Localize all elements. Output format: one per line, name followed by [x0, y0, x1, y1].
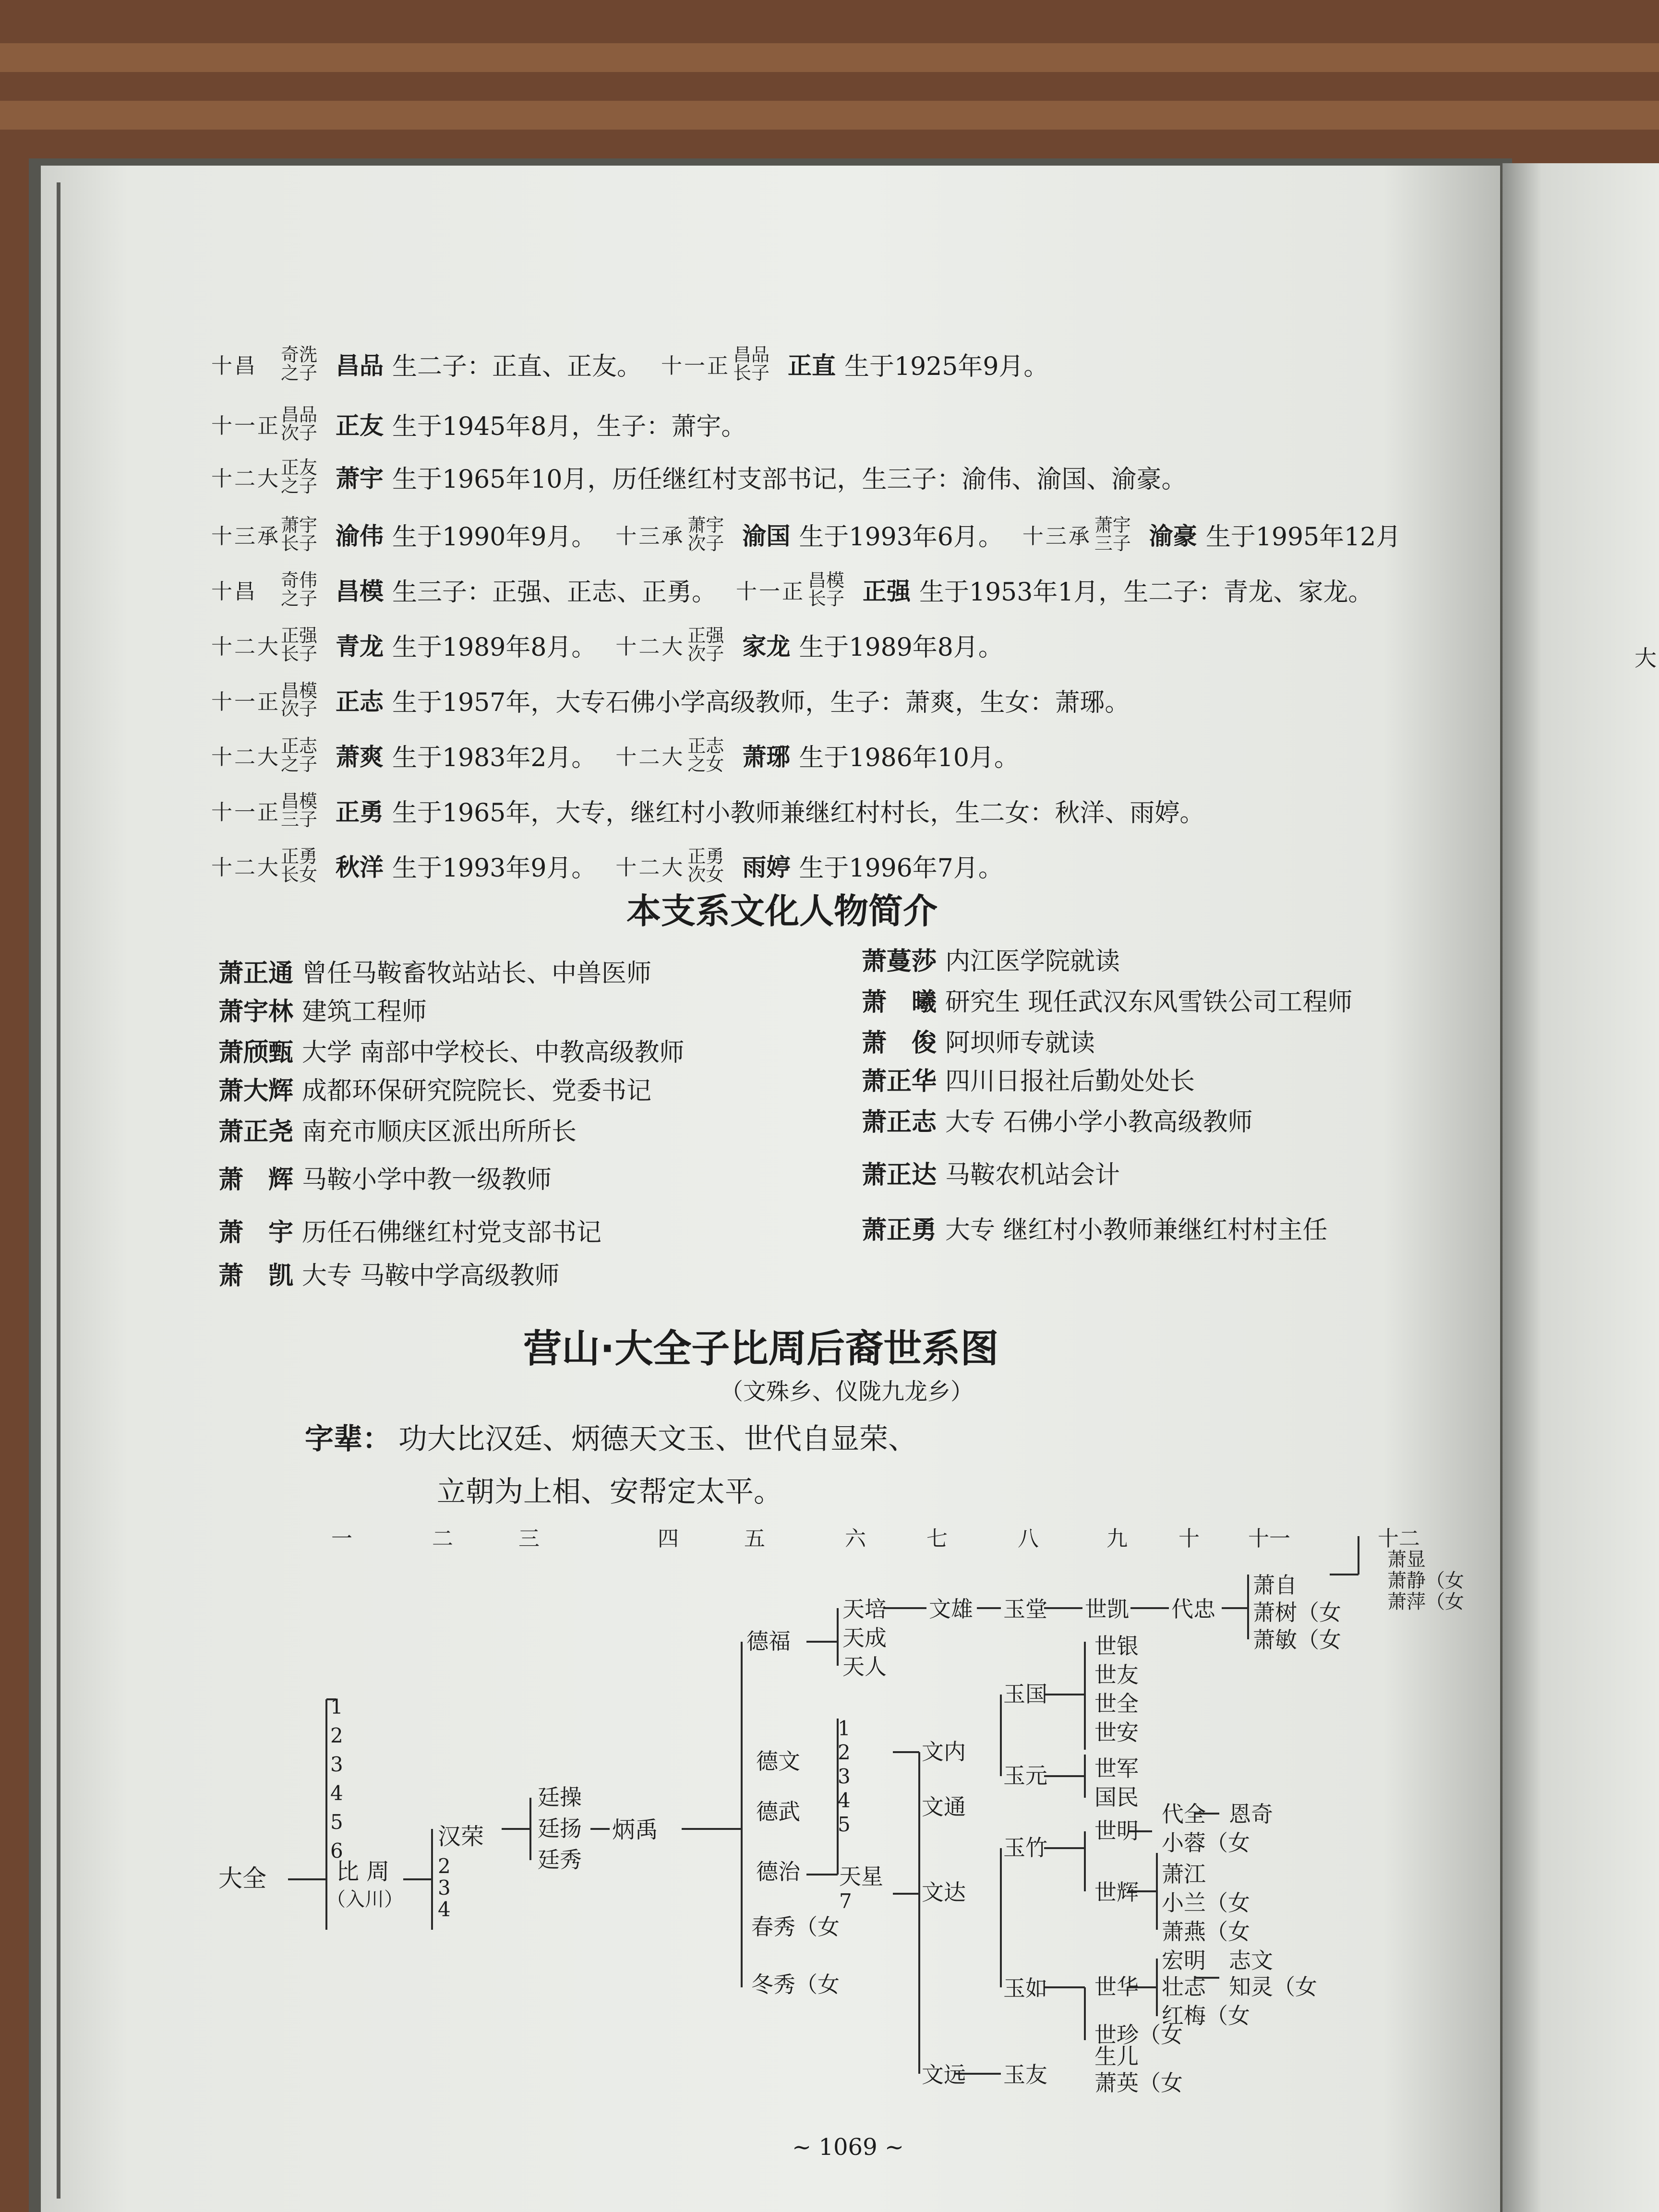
relation-char: 奇洗 — [281, 344, 318, 365]
relation-char: 长女 — [281, 864, 318, 885]
generation-tag: 十三承 — [211, 524, 280, 549]
person-name: 昌品 — [336, 352, 384, 380]
tree-node: 德福 — [746, 1628, 791, 1654]
bio-text: 大专 继红村小教师兼继红村村主任 — [945, 1216, 1328, 1245]
relation-char: 正强 — [687, 625, 724, 646]
relation-char: 之子 — [281, 754, 318, 775]
generation-tag: 十一正 — [736, 579, 805, 604]
person-name: 萧琊 — [742, 743, 791, 771]
child-number: 4 — [838, 1789, 851, 1812]
generation-tag: 十一正 — [211, 690, 280, 714]
generation-tag: 十二大 — [615, 855, 685, 880]
tree-node: 萧江 — [1162, 1861, 1206, 1887]
child-number: 5 — [838, 1813, 851, 1836]
relation-char: 正勇 — [281, 846, 318, 867]
person-description: 生于1925年9月。 — [844, 352, 1049, 381]
generation-tag: 十一正 — [211, 800, 280, 825]
tree-node: 世银 — [1094, 1633, 1139, 1659]
relation-char: 长子 — [281, 533, 318, 554]
person-name: 青龙 — [336, 633, 384, 661]
tree-node: 世珍（女 — [1094, 2022, 1183, 2048]
person-name: 正勇 — [336, 798, 384, 826]
root-node: 大全 — [218, 1864, 266, 1892]
tree-node: 汉荣 — [438, 1823, 484, 1850]
relation-char: 正志 — [281, 735, 318, 757]
person-description: 生于1986年10月。 — [799, 743, 1019, 772]
tree-node: 萧自 — [1253, 1572, 1297, 1598]
tree-node: 天成 — [842, 1625, 887, 1651]
bio-name: 萧 凯 — [218, 1262, 294, 1290]
person-description: 生三子：正强、正志、正勇。 — [392, 577, 717, 607]
person-description: 生于1990年9月。 — [392, 522, 597, 552]
tree-node: 天人 — [842, 1654, 887, 1680]
tree-node: 红梅（女 — [1162, 2003, 1250, 2029]
tree-node: 世军 — [1094, 1755, 1139, 1781]
bio-text: 建筑工程师 — [302, 998, 427, 1026]
person-name: 正友 — [336, 412, 384, 440]
tree-node: 萧敏（女 — [1253, 1627, 1341, 1653]
generation-tag: 十一正 — [211, 414, 280, 438]
tree-node: 萧显 — [1387, 1549, 1426, 1571]
relation-char: 正友 — [281, 457, 318, 478]
tree-node: 国民 — [1094, 1784, 1139, 1810]
generation-number: 八 — [1018, 1527, 1039, 1551]
tree-node: 德文 — [756, 1748, 800, 1774]
generation-number: 三 — [518, 1527, 540, 1551]
tree-node: 萧静（女 — [1387, 1570, 1464, 1592]
bio-name: 萧正志 — [862, 1108, 937, 1137]
tree-node: 文雄 — [929, 1596, 973, 1622]
relation-char: 萧宇 — [687, 515, 724, 536]
person-name: 正志 — [336, 688, 384, 716]
generation-tag: 十二大 — [211, 855, 280, 880]
child-number: 2 — [838, 1741, 851, 1764]
tree-node: 知灵（女 — [1229, 1974, 1317, 2000]
bio-text: 内江医学院就读 — [945, 947, 1120, 976]
tree-node: 壮志 — [1162, 1974, 1206, 2000]
relation-char: 之子 — [281, 362, 318, 384]
bio-text: 大专 马鞍中学高级教师 — [302, 1262, 560, 1290]
generation-number: 一 — [331, 1527, 352, 1551]
person-description: 生于1993年9月。 — [392, 854, 597, 883]
tree-node: 萧萍（女 — [1387, 1591, 1464, 1613]
generation-tag: 十三承 — [1022, 524, 1092, 549]
tree-node: 天培 — [842, 1596, 887, 1622]
person-name: 渝豪 — [1149, 522, 1197, 550]
bio-name: 萧 曦 — [862, 988, 937, 1017]
relation-char: 次子 — [687, 643, 724, 664]
bio-text: 南充市顺庆区派出所所长 — [302, 1118, 577, 1146]
tree-node: 志文 — [1229, 1948, 1273, 1973]
tree-node: 世友 — [1094, 1662, 1139, 1688]
generation-number: 四 — [658, 1527, 679, 1551]
relation-char: 昌模 — [281, 680, 318, 701]
generation-tag: 十二大 — [211, 635, 280, 659]
relation-char: 三子 — [1094, 533, 1131, 554]
child-number: 3 — [838, 1765, 851, 1788]
tree-node: 小兰（女 — [1162, 1890, 1250, 1916]
bio-name: 萧正勇 — [862, 1216, 937, 1245]
tree-node: 萧燕（女 — [1162, 1919, 1250, 1945]
bio-name: 萧 俊 — [862, 1029, 937, 1058]
tree-node: 玉如 — [1003, 1975, 1047, 2001]
person-description: 生于1996年7月。 — [799, 854, 1003, 883]
tree-node: 廷扬 — [538, 1815, 582, 1841]
tree-node: 世辉 — [1094, 1879, 1139, 1905]
tree-node: 生儿 — [1094, 2044, 1139, 2069]
tree-node: 文远 — [922, 2062, 966, 2088]
person-description: 生于1993年6月。 — [799, 522, 1003, 552]
relation-char: 三子 — [281, 809, 318, 830]
relation-char: 奇伟 — [281, 570, 318, 591]
relation-char: 昌品 — [281, 404, 318, 425]
tree-node: 宏明 — [1162, 1948, 1206, 1973]
zibei-line-2: 立朝为上相、安帮定太平。 — [437, 1475, 782, 1509]
bio-text: 研究生 现任武汉东风雪铁公司工程师 — [945, 988, 1353, 1017]
bio-name: 萧大辉 — [218, 1077, 294, 1106]
person-name: 萧宇 — [336, 465, 384, 493]
tree-node: 文达 — [922, 1879, 966, 1905]
generation-number: 十一 — [1248, 1527, 1290, 1551]
person-description: 生于1983年2月。 — [392, 743, 597, 772]
tree-node: 冬秀（女 — [751, 1972, 840, 1997]
relation-char: 正强 — [281, 625, 318, 646]
person-description: 生于1965年，大专，继红村小教师兼继红村村长，生二女：秋洋、雨婷。 — [392, 798, 1205, 828]
relation-char: 长子 — [733, 362, 770, 384]
tree-node: 代忠 — [1171, 1596, 1215, 1622]
person-name: 正直 — [788, 352, 836, 380]
tree-node: 文内 — [922, 1739, 966, 1765]
tree-node: 小蓉（女 — [1162, 1830, 1250, 1856]
person-description: 生于1989年8月。 — [799, 633, 1003, 662]
person-description: 生二子：正直、正友。 — [392, 352, 642, 381]
generation-tag: 十二大 — [211, 745, 280, 769]
generation-tag: 十一正 — [661, 354, 731, 378]
bio-name: 萧颀甄 — [218, 1038, 294, 1067]
relation-char: 之子 — [281, 475, 318, 496]
page-number: ~ 1069 ~ — [792, 2134, 904, 2161]
bio-name: 萧宇林 — [218, 998, 294, 1026]
bio-name: 萧正达 — [862, 1161, 937, 1190]
relation-char: 之子 — [281, 588, 318, 609]
chart-subtitle: （文殊乡、仪陇九龙乡） — [720, 1378, 974, 1405]
tree-node: 天星 — [839, 1863, 883, 1889]
generation-tag: 十昌 — [211, 579, 257, 604]
tree-node: 春秀（女 — [751, 1914, 840, 1940]
relation-char: 正勇 — [687, 846, 724, 867]
tree-node: 世华 — [1094, 1974, 1139, 2000]
tree-node: 玉友 — [1003, 2062, 1047, 2088]
bio-name: 萧正尧 — [218, 1118, 294, 1146]
tree-node: 世凯 — [1085, 1596, 1129, 1622]
tree-node: 文通 — [922, 1794, 966, 1820]
bio-text: 成都环保研究院院长、党委书记 — [302, 1077, 652, 1106]
tree-nodes — [218, 1549, 1464, 2096]
bio-name: 萧 宇 — [218, 1218, 294, 1247]
child-number: 7 — [839, 1889, 852, 1913]
tree-node: 世安 — [1094, 1719, 1139, 1745]
bio-text: 阿坝师专就读 — [945, 1029, 1095, 1058]
child-number: 4 — [438, 1898, 451, 1921]
child-number: 1 — [330, 1695, 343, 1719]
bio-name: 萧正华 — [862, 1067, 937, 1096]
bio-text: 大专 石佛小学小教高级教师 — [945, 1108, 1253, 1137]
section-title: 本支系文化人物简介 — [626, 891, 938, 931]
generation-number: 七 — [926, 1527, 948, 1551]
tree-node: 廷秀 — [538, 1847, 582, 1873]
child-number: 5 — [330, 1810, 343, 1834]
tree-node: 德治 — [756, 1859, 800, 1885]
tree-node: 玉堂 — [1003, 1596, 1047, 1622]
person-name: 萧爽 — [336, 743, 384, 771]
child-number: 2 — [438, 1854, 451, 1878]
relation-char: 昌品 — [733, 344, 770, 365]
bio-text: 马鞍农机站会计 — [945, 1161, 1120, 1190]
child-number: 6 — [330, 1839, 343, 1863]
relation-char: 昌模 — [808, 570, 845, 591]
tree-node: 德武 — [756, 1799, 800, 1825]
tree-node: 玉国 — [1003, 1681, 1047, 1707]
bio-name: 萧 辉 — [218, 1166, 294, 1194]
bio-text: 曾任马鞍畜牧站站长、中兽医师 — [302, 959, 652, 988]
generation-tag: 十三承 — [615, 524, 685, 549]
generation-tag: 十二大 — [211, 467, 280, 491]
bio-text: 四川日报社后勤处处长 — [945, 1067, 1195, 1096]
relation-char: 次女 — [687, 864, 724, 885]
tree-node: 世明 — [1094, 1818, 1139, 1844]
tree-node: 代全 — [1162, 1801, 1206, 1827]
tree-node: 炳禹 — [612, 1816, 659, 1843]
relation-char: 之女 — [687, 754, 724, 775]
person-name: 渝国 — [742, 522, 791, 550]
person-name: 雨婷 — [742, 854, 791, 881]
chart-title: 营山·大全子比周后裔世系图 — [523, 1326, 999, 1371]
tree-node: 玉元 — [1003, 1763, 1047, 1789]
child-number: 4 — [330, 1781, 343, 1805]
child-number: 1 — [838, 1717, 851, 1740]
generation-tag: 十昌 — [211, 354, 257, 378]
person-description: 生于1989年8月。 — [392, 633, 597, 662]
tree-node: 恩奇 — [1229, 1801, 1273, 1827]
person-name: 家龙 — [742, 633, 791, 661]
generation-number: 十 — [1178, 1527, 1200, 1551]
generation-tag: 十二大 — [615, 635, 685, 659]
person-name: 渝伟 — [336, 522, 384, 550]
relation-char: 萧宇 — [1094, 515, 1131, 536]
person-description: 生于1995年12月 — [1205, 522, 1401, 552]
relation-char: 次子 — [687, 533, 724, 554]
person-node: 比 周 — [336, 1858, 390, 1885]
generation-number: 二 — [432, 1527, 453, 1551]
relation-char: 正志 — [687, 735, 724, 757]
bio-name: 萧蔓莎 — [862, 947, 937, 976]
facing-page-char: 大 — [1635, 645, 1657, 671]
person-description: 生于1957年，大专石佛小学高级教师，生子：萧爽，生女：萧琊。 — [392, 688, 1130, 717]
tree-node: 玉竹 — [1003, 1835, 1047, 1861]
relation-char: 长子 — [808, 588, 845, 609]
bio-text: 大学 南部中学校长、中教高级教师 — [302, 1038, 685, 1067]
relation-char: 次子 — [281, 698, 318, 720]
bio-text: 历任石佛继红村党支部书记 — [302, 1218, 602, 1247]
generation-number: 六 — [845, 1527, 866, 1551]
generation-tag: 十二大 — [615, 745, 685, 769]
person-name: 正强 — [863, 577, 911, 605]
generation-number: 五 — [744, 1527, 765, 1551]
person-name: 昌模 — [336, 577, 384, 605]
relation-char: 昌模 — [281, 791, 318, 812]
generation-number: 九 — [1106, 1527, 1128, 1551]
bio-text: 马鞍小学中教一级教师 — [302, 1166, 552, 1194]
person-description: 生于1953年1月，生二子：青龙、家龙。 — [919, 577, 1373, 607]
zibei-line-1: 功大比汉廷、炳德天文玉、世代自显荣、 — [398, 1422, 917, 1456]
generation-header-row — [331, 1527, 1420, 1551]
tree-node: 世全 — [1094, 1691, 1139, 1717]
generation-number: 十二 — [1378, 1527, 1420, 1551]
person-description: 生于1945年8月，生子：萧宇。 — [392, 412, 746, 441]
child-number: 2 — [330, 1724, 343, 1747]
relation-char: 长子 — [281, 643, 318, 664]
note-label: （入川） — [326, 1888, 403, 1911]
person-description: 生于1965年10月，历任继红村支部书记，生三子：渝伟、渝国、渝豪。 — [392, 465, 1187, 494]
tree-node: 萧树（女 — [1253, 1599, 1341, 1625]
child-number: 3 — [330, 1753, 343, 1776]
zibei-label: 字辈： — [305, 1422, 391, 1456]
child-number: 3 — [438, 1876, 451, 1899]
tree-node: 廷操 — [538, 1784, 582, 1810]
relation-char: 次子 — [281, 422, 318, 444]
tree-node: 萧英（女 — [1094, 2070, 1183, 2096]
bio-name: 萧正通 — [218, 959, 294, 988]
person-name: 秋洋 — [336, 854, 384, 881]
relation-char: 萧宇 — [281, 515, 318, 536]
